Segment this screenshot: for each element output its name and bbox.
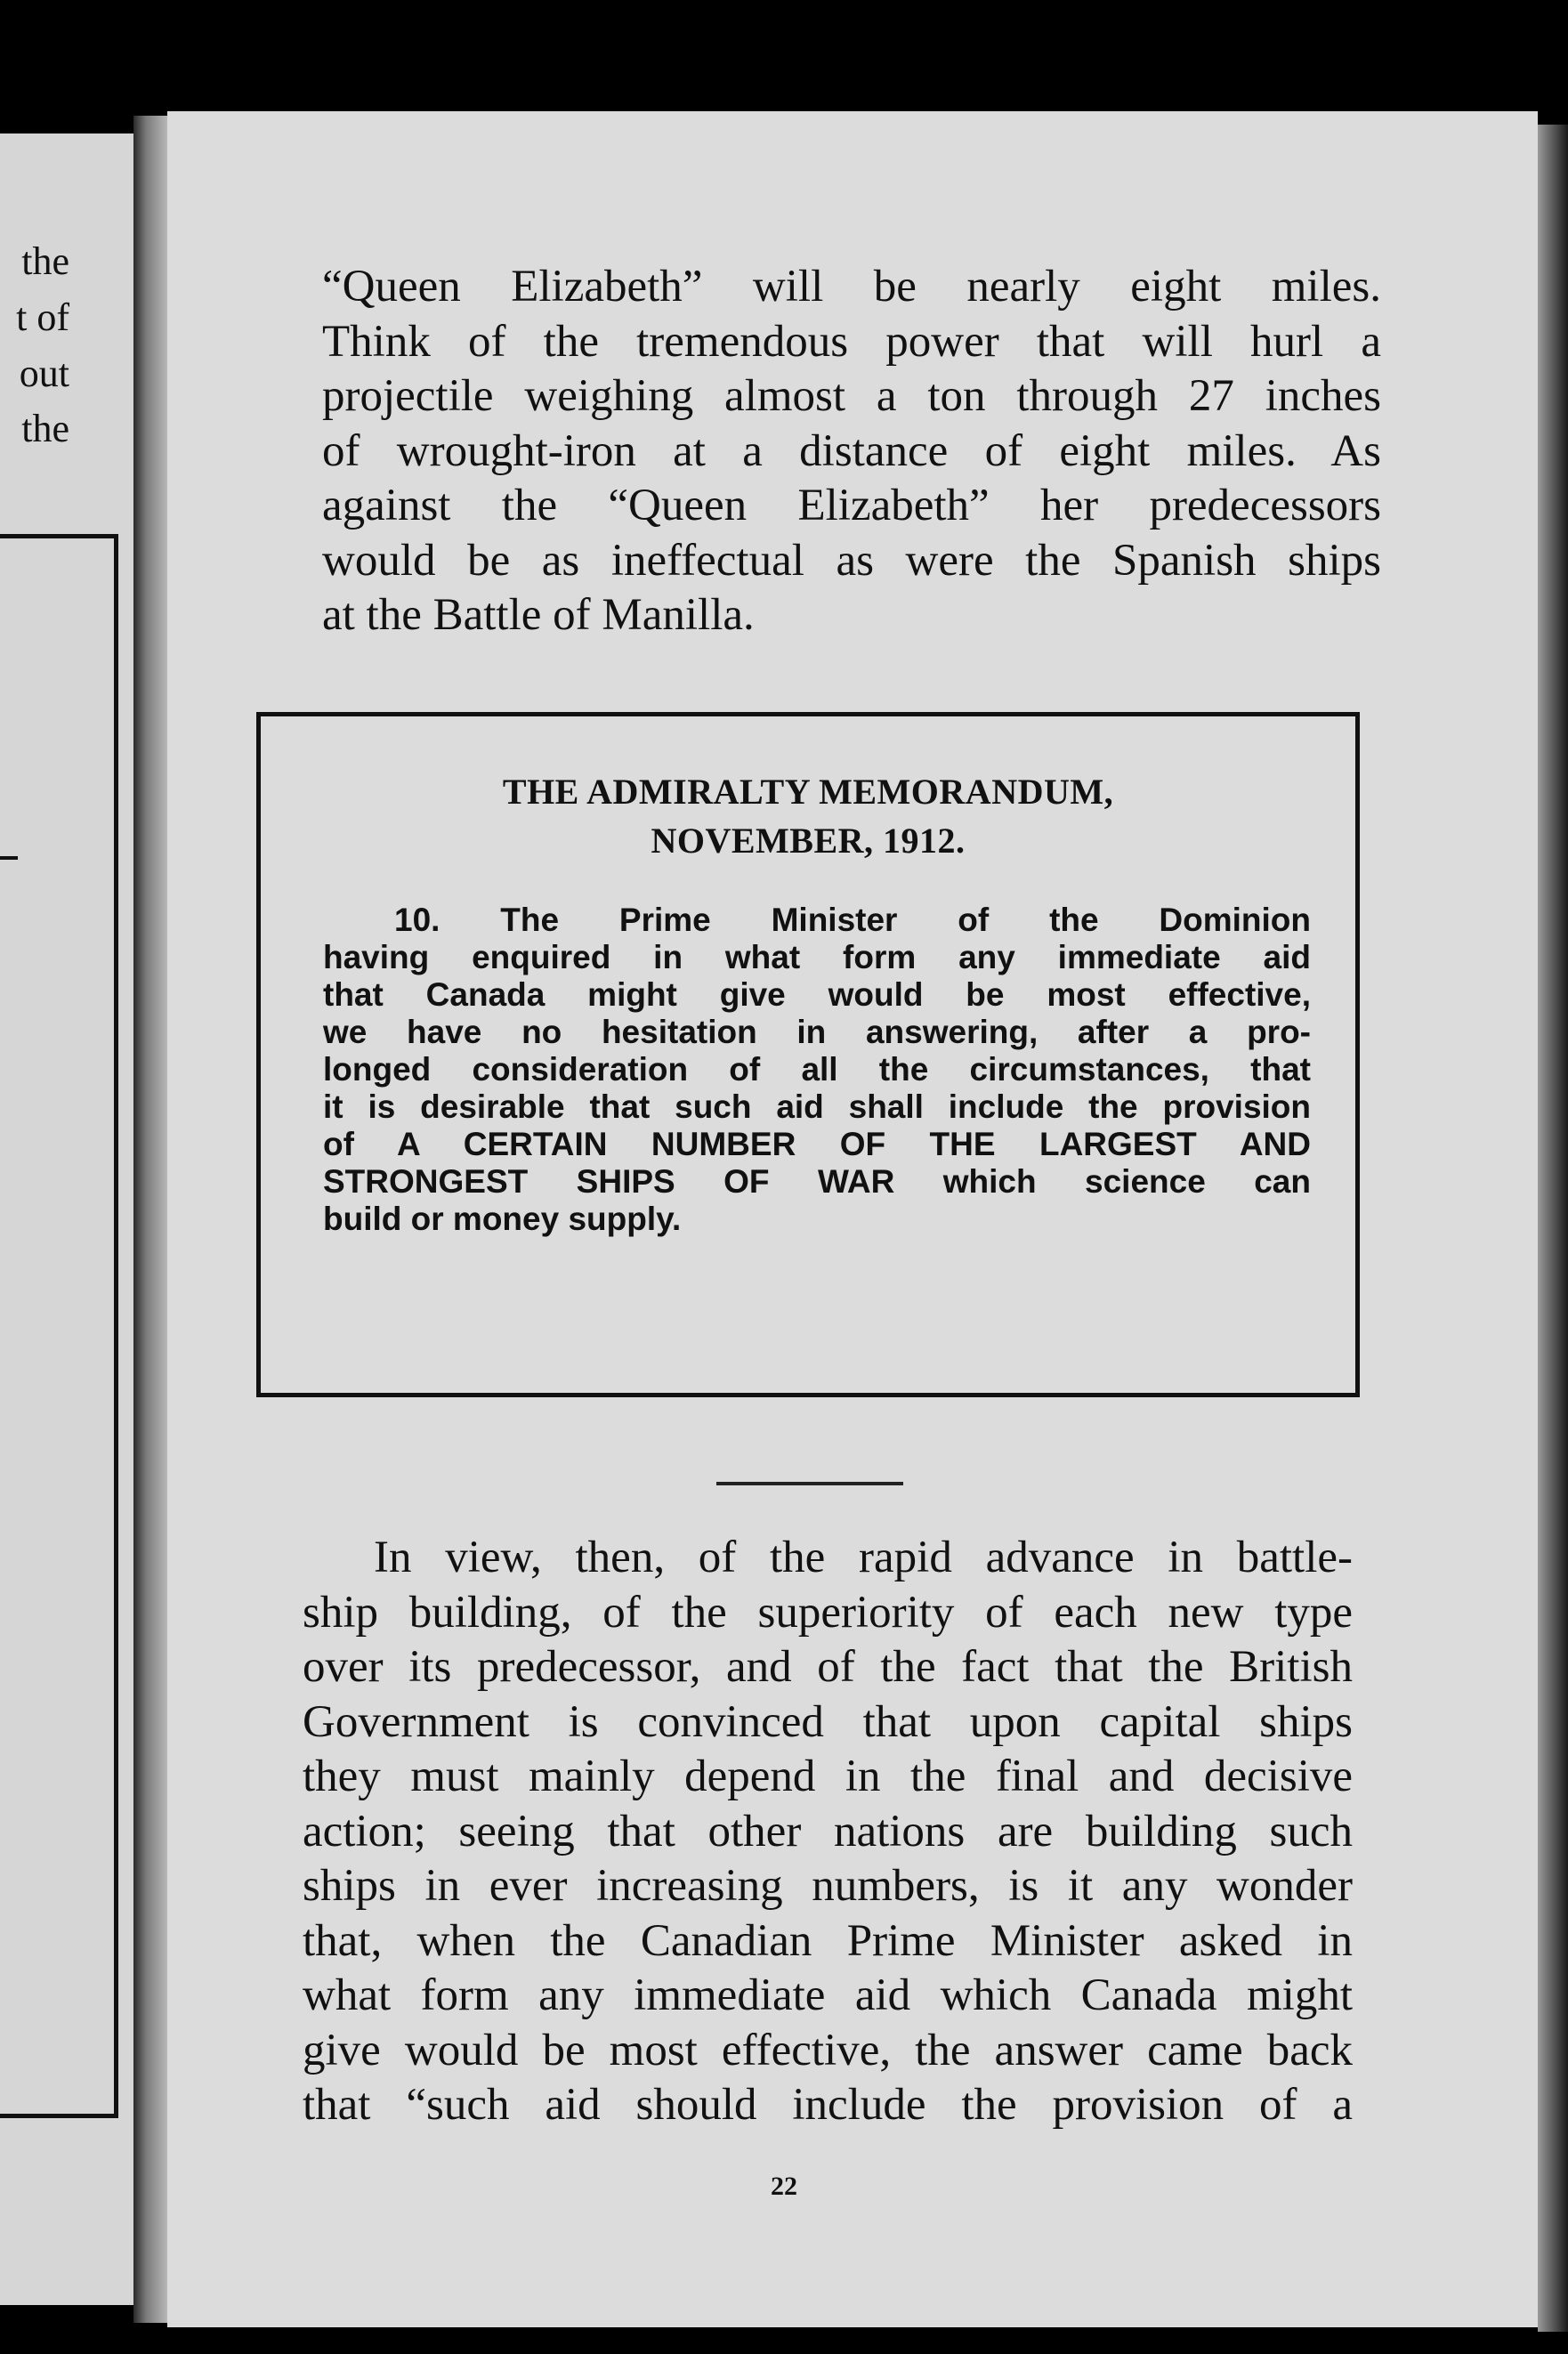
text-line: of wrought-iron at a distance of eight miles. As xyxy=(322,425,1381,476)
text-line: over its predecessor, and of the fact that the British xyxy=(303,1642,1353,1692)
text-line: at the Battle of Manilla. xyxy=(322,590,755,640)
memo-line: it is desirable that such aid shall include the provision xyxy=(323,1088,1311,1125)
memo-date: NOVEMBER, 1912. xyxy=(651,821,966,861)
memo-line: longed consideration of all the circumstances, that xyxy=(323,1051,1311,1088)
paragraph-1 xyxy=(322,260,1381,643)
memo-line: that Canada might give would be most effective, xyxy=(323,976,1311,1013)
left-page-text-fragment: t of xyxy=(16,295,69,339)
memo-title: THE ADMIRALTY MEMORANDUM, xyxy=(502,772,1114,812)
text-line: Think of the tremendous power that will hurl a xyxy=(322,316,1381,367)
text-line: Government is convinced that upon capital ships xyxy=(303,1696,1353,1747)
text-line: that, when the Canadian Prime Minister asked in xyxy=(303,1915,1353,1966)
memo-body xyxy=(323,902,1311,1238)
memo-line: STRONGEST SHIPS OF WAR which science can xyxy=(323,1163,1311,1200)
left-page-text-fragment: the xyxy=(21,407,69,450)
text-line: In view, then, of the rapid advance in battle- xyxy=(374,1533,1353,1582)
text-line: give would be most effective, the answer came back xyxy=(303,2025,1353,2075)
text-line: action; seeing that other nations are building such xyxy=(303,1806,1353,1857)
text-line: ships in ever increasing numbers, is it any wonder xyxy=(303,1861,1353,1911)
admiralty-memorandum-box xyxy=(256,712,1360,1397)
memo-line: 10. The Prime Minister of the Dominion xyxy=(394,902,1311,938)
section-divider xyxy=(716,1482,903,1485)
paragraph-2 xyxy=(303,1531,1353,2133)
text-line: would be as ineffectual as were the Spanish ships xyxy=(322,535,1381,586)
left-page-text-fragment: the xyxy=(21,239,69,283)
page-number: 22 xyxy=(771,2172,797,2201)
text-line: what form any immediate aid which Canada might xyxy=(303,1970,1353,2020)
memo-line: having enquired in what form any immediate aid xyxy=(323,939,1311,975)
text-line: projectile weighing almost a ton through 27 inches xyxy=(322,371,1381,421)
text-line: that “such aid should include the provision of a xyxy=(303,2080,1353,2130)
text-line: they must mainly depend in the final and decisive xyxy=(303,1751,1353,1801)
page-right-edge xyxy=(1538,125,1568,2332)
memo-line: of A CERTAIN NUMBER OF THE LARGEST AND xyxy=(323,1126,1311,1162)
text-line: against the “Queen Elizabeth” her predecessors xyxy=(322,481,1381,530)
book-gutter xyxy=(133,116,169,2323)
left-page-text-fragment: out xyxy=(19,352,69,395)
left-page-tick-mark xyxy=(0,856,18,860)
text-line: “Queen Elizabeth” will be nearly eight miles. xyxy=(322,262,1381,311)
memo-line: we have no hesitation in answering, after a pro- xyxy=(323,1014,1311,1050)
left-page-box-border xyxy=(0,534,118,2118)
text-line: ship building, of the superiority of each new type xyxy=(303,1587,1353,1638)
memo-line: build or money supply. xyxy=(323,1201,682,1237)
